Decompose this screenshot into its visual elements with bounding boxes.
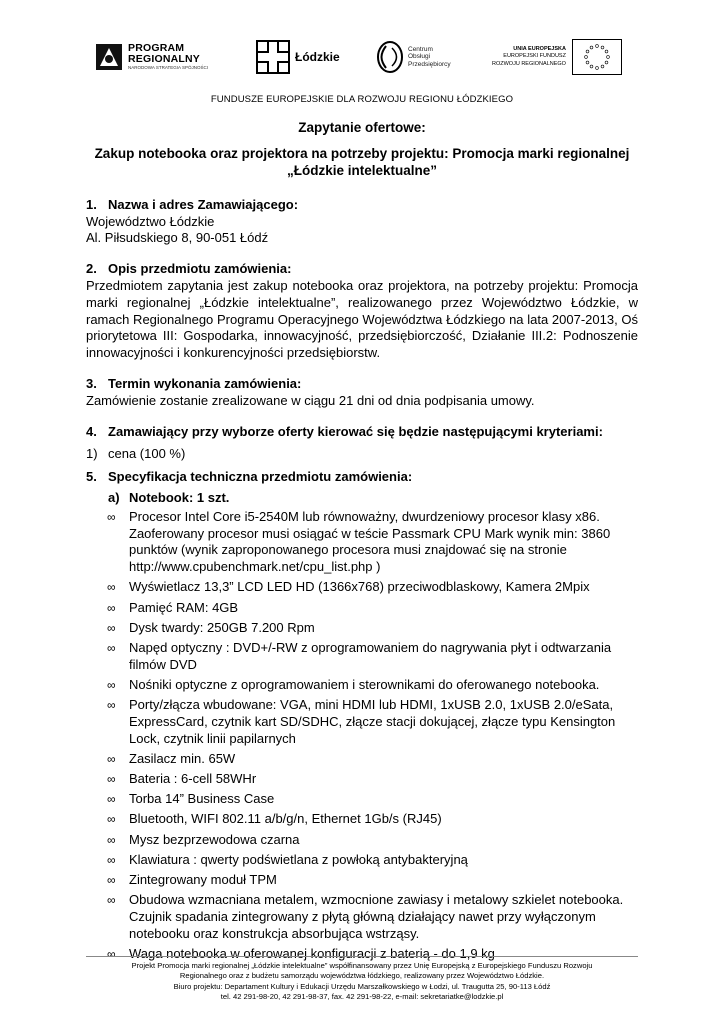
infinity-bullet-icon: ∞ <box>107 772 116 787</box>
section-2 <box>86 261 638 362</box>
spec-bullet-item <box>107 771 638 788</box>
section-1-line1: Województwo Łódzkie <box>86 213 215 229</box>
section-4-number: 4. <box>86 423 97 439</box>
spec-bullet-text: Torba 14” Business Case <box>129 791 275 807</box>
spec-bullet-item <box>107 811 638 828</box>
spec-bullet-item <box>107 831 638 849</box>
infinity-bullet-icon: ∞ <box>107 812 116 827</box>
spec-bullet-text: Bateria : 6-cell 58WHr <box>129 771 257 787</box>
logo-centrum-line1: Centrum <box>408 45 433 53</box>
logo-lodzkie-text: Łódzkie <box>295 50 340 64</box>
logo-unia-europejska <box>492 36 622 78</box>
logo-centrum-line2: Obsługi <box>408 53 431 61</box>
section-2-number: 2. <box>86 261 97 277</box>
spec-bullet-text: Zintegrowany moduł TPM <box>129 871 277 887</box>
document-body <box>86 120 638 966</box>
logo-centrum-line3: Przedsiębiorcy <box>408 60 451 68</box>
footer-line2: Regionalnego oraz z budżetu samorządu województwa łódzkiego, realizowany przez Województwo Łódzkie. <box>179 971 545 981</box>
spec-bullet-item <box>107 599 638 617</box>
spec-bullet-text: Nośniki optyczne z oprogramowaniem i sterownikami do oferowanego notebooka. <box>129 676 600 692</box>
infinity-bullet-icon: ∞ <box>107 852 116 867</box>
subtitle-line2: „Łódzkie intelektualne” <box>286 162 438 178</box>
infinity-bullet-icon: ∞ <box>107 893 116 908</box>
spec-bullet-text: Napęd optyczny : DVD+/-RW z oprogramowaniem do nagrywania płyt i odtwarzania filmów DVD <box>129 639 612 672</box>
logo-ue-line3: ROZWOJU REGIONALNEGO <box>492 60 566 67</box>
spec-bullet-text: Wyświetlacz 13,3” LCD LED HD (1366x768) przeciwodblaskowy, Kamera 2Mpix <box>129 579 590 595</box>
section-3-number: 3. <box>86 375 97 391</box>
subtitle-line1: Zakup notebooka oraz projektora na potrzeby projektu: Promocja marki regionalnej <box>94 145 630 161</box>
footer <box>86 961 638 1003</box>
criterion-text: cena (100 %) <box>108 446 186 462</box>
document-subtitle <box>86 145 638 179</box>
spec-bullet-text: Procesor Intel Core i5-2540M lub równoważny, dwurdzeniowy procesor klasy x86. Zaoferowany procesor musi osiągać w teście Passmark CPU Mark wynik min: 3860 punktów (wynik zaproponowanego procesora musi znajdować się na stronie http://www.cpubenchmark.net/cpu_list.php ) <box>129 508 611 575</box>
logo-program-regionalny <box>96 36 208 78</box>
spec-a-number: a) <box>108 489 120 505</box>
spec-bullet-item <box>107 697 638 747</box>
spec-bullet-list <box>86 509 638 963</box>
spec-bullet-item <box>107 892 638 942</box>
spec-bullet-text: Zasilacz min. 65W <box>129 750 236 766</box>
eu-flag-icon <box>572 39 622 75</box>
spec-bullet-text: Bluetooth, WIFI 802.11 a/b/g/n, Ethernet 1Gb/s (RJ45) <box>129 811 442 827</box>
footer-line1: Projekt Promocja marki regionalnej „Łódzkie intelektualne” współfinansowany przez Unię Europejską z Europejskiego Funduszu Rozwoju <box>131 961 593 970</box>
spec-bullet-item <box>107 639 638 674</box>
spec-bullet-text: Pamięć RAM: 4GB <box>129 599 239 615</box>
spec-bullet-text: Porty/złącza wbudowane: VGA, mini HDMI lub HDMI, 1xUSB 2.0, 1xUSB 2.0/eSata, ExpressCard, czytnik kart SD/SDHC, złącze stacji dokującej, złącze typu Kensington Lock, czytnik linii papilarnych <box>129 697 616 746</box>
logo-program-sub: NARODOWA STRATEGIA SPÓJNOŚCI <box>128 65 209 71</box>
program-regionalny-emblem-icon <box>96 42 122 72</box>
logo-ue-line1: UNIA EUROPEJSKA <box>513 45 566 52</box>
spec-bullet-item <box>107 791 638 808</box>
infinity-bullet-icon: ∞ <box>107 600 116 615</box>
spec-bullet-text: Waga notebooka w oferowanej konfiguracji z baterią - do 1,9 kg <box>129 945 495 961</box>
infinity-bullet-icon: ∞ <box>107 751 116 766</box>
section-4-heading: Zamawiający przy wyborze oferty kierować się będzie następującymi kryteriami: <box>108 423 603 439</box>
section-1-number: 1. <box>86 196 97 212</box>
section-2-text: Przedmiotem zapytania jest zakup notebooka oraz projektora, na potrzeby projektu: Promocja marki regionalnej „Łódzkie intelektualne”, realizowanego przez Województwo Łódzkie, w ramach Regionalnego Programu Operacyjnego Województwa Łódzkiego na lata 2007-2013, Oś priorytetowa III: Gospodarka, innowacyjność, przedsiębiorczość, Działanie III.2: Podnoszenie innowacyjności i konkurencyjności przedsiębiorstw. <box>86 277 638 361</box>
infinity-bullet-icon: ∞ <box>107 792 116 807</box>
footer-divider <box>86 956 638 957</box>
section-1 <box>86 197 638 247</box>
infinity-bullet-icon: ∞ <box>107 640 116 655</box>
fundusze-header-text: FUNDUSZE EUROPEJSKIE DLA ROZWOJU REGIONU ŁÓDZKIEGO <box>210 94 514 105</box>
spec-bullet-item <box>107 871 638 889</box>
footer-line3: Biuro projektu: Departament Kultury i Edukacji Urzędu Marszałkowskiego w Łodzi, ul. Traugutta 25, 90-113 Łódź <box>173 981 551 991</box>
criterion-number: 1) <box>86 446 98 462</box>
section-5 <box>86 469 638 963</box>
lodzkie-emblem-icon <box>256 40 290 74</box>
section-1-line2: Al. Piłsudskiego 8, 90-051 Łódź <box>86 230 269 246</box>
infinity-bullet-icon: ∞ <box>107 832 116 847</box>
infinity-bullet-icon: ∞ <box>107 580 116 595</box>
logo-ue-line2: EUROPEJSKI FUNDUSZ <box>503 53 566 60</box>
spec-bullet-text: Mysz bezprzewodowa czarna <box>129 831 300 847</box>
infinity-bullet-icon: ∞ <box>107 620 116 635</box>
section-5-number: 5. <box>86 469 97 485</box>
spec-bullet-text: Klawiatura : qwerty podświetlana z powłoką antybakteryjną <box>129 851 468 867</box>
section-4 <box>86 424 638 464</box>
footer-line4: tel. 42 291-98-20, 42 291-98-37, fax. 42 291-98-22, e-mail: sekretariatke@lodzkie.pl <box>220 992 504 1002</box>
header-logos <box>96 36 626 78</box>
spec-bullet-text: Dysk twardy: 250GB 7.200 Rpm <box>129 619 315 635</box>
spec-bullet-item <box>107 676 638 694</box>
infinity-bullet-icon: ∞ <box>107 698 116 713</box>
infinity-bullet-icon: ∞ <box>107 946 116 961</box>
section-2-heading: Opis przedmiotu zamówienia: <box>108 261 292 277</box>
infinity-bullet-icon: ∞ <box>107 677 116 692</box>
document-title: Zapytanie ofertowe: <box>298 120 426 135</box>
spec-bullet-item <box>107 579 638 596</box>
logo-program-line1: PROGRAM <box>128 42 185 55</box>
infinity-bullet-icon: ∞ <box>107 509 116 524</box>
spec-bullet-item <box>107 750 638 768</box>
spec-bullet-item <box>107 619 638 637</box>
section-1-heading: Nazwa i adres Zamawiającego: <box>108 196 299 212</box>
centrum-emblem-icon <box>376 40 404 74</box>
section-5-heading: Specyfikacja techniczna przedmiotu zamówienia: <box>108 469 413 485</box>
spec-a-heading: Notebook: 1 szt. <box>129 489 230 505</box>
spec-bullet-item <box>107 851 638 869</box>
section-3-text: Zamówienie zostanie zrealizowane w ciągu 21 dni od dnia podpisania umowy. <box>86 392 535 408</box>
infinity-bullet-icon: ∞ <box>107 872 116 887</box>
section-3 <box>86 376 638 410</box>
section-3-heading: Termin wykonania zamówienia: <box>108 375 302 391</box>
spec-bullet-item <box>107 508 638 576</box>
logo-centrum-obslugi <box>376 36 451 78</box>
logo-program-line2: REGIONALNY <box>128 52 201 65</box>
spec-bullet-text: Obudowa wzmacniana metalem, wzmocnione zawiasy i metalowy szkielet notebooka. Czujnik spadania zintegrowany z płytą główną działający nawet przy wyłączonym notebooku oraz konstrukcja absorbująca wstrząsy. <box>129 892 624 941</box>
logo-lodzkie <box>256 36 340 78</box>
